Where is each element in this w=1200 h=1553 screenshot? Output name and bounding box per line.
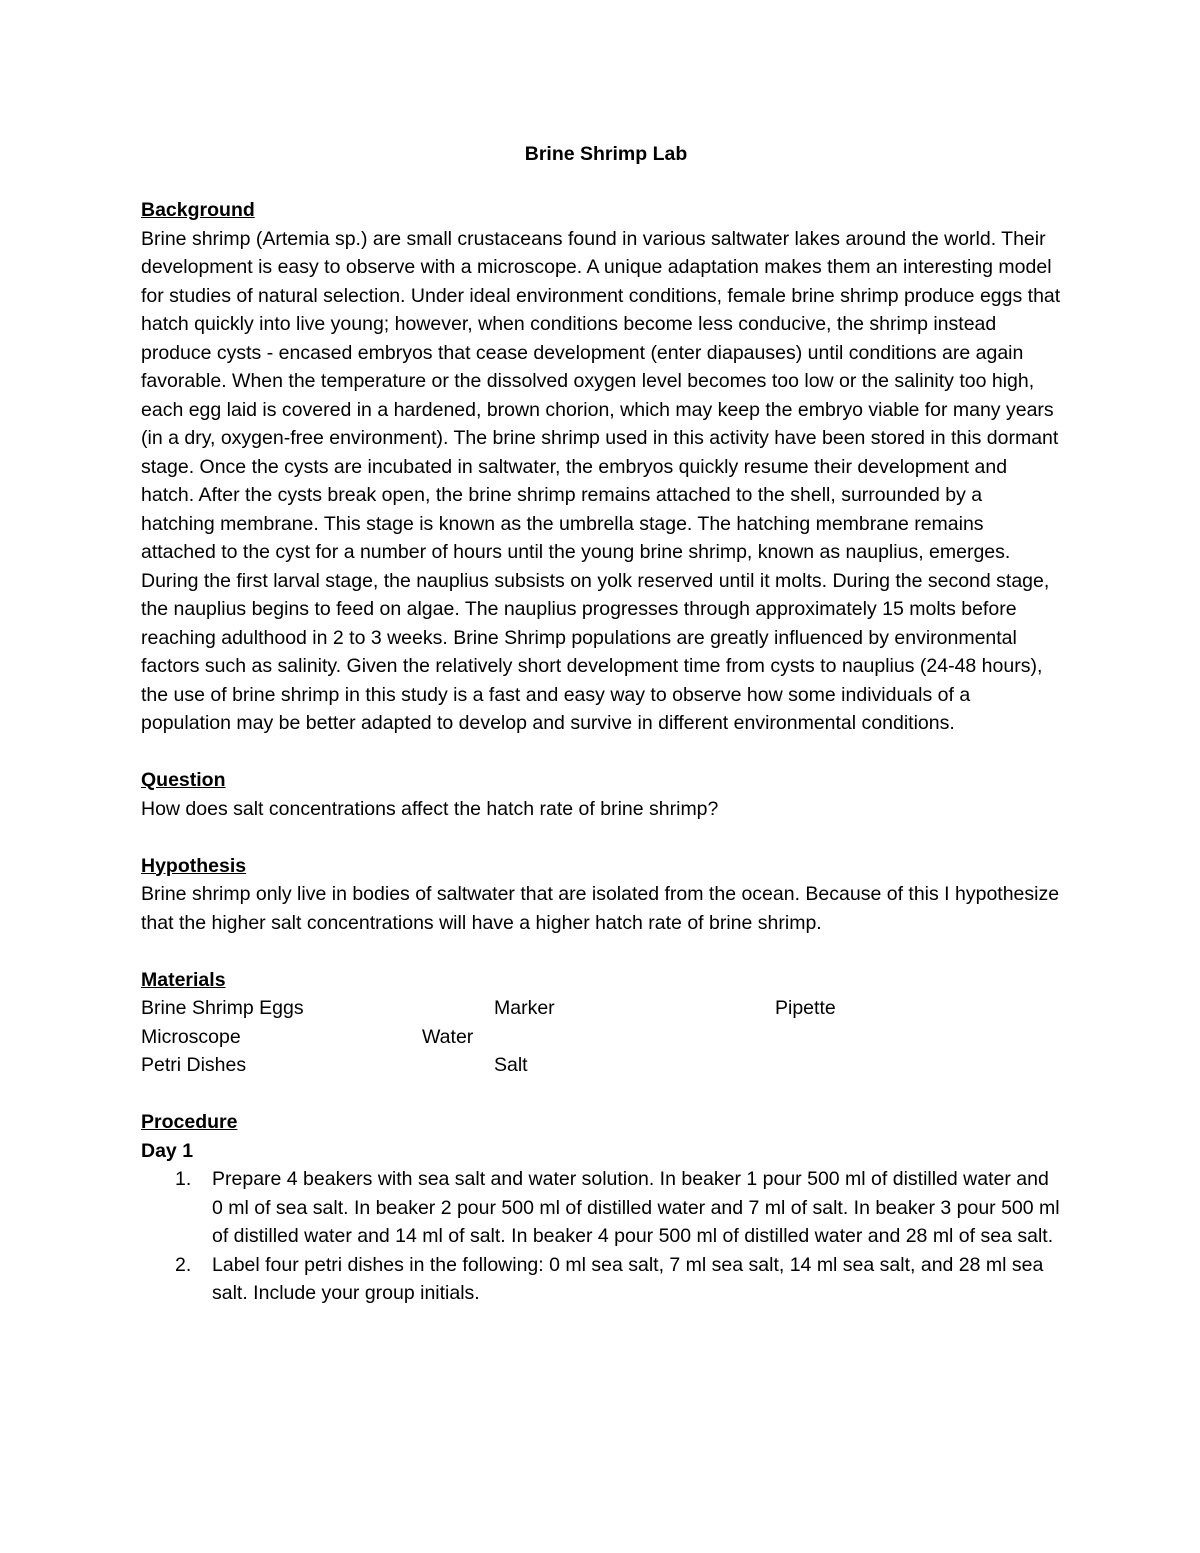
question-text: How does salt concentrations affect the hatch rate of brine shrimp? (141, 797, 719, 820)
hypothesis-heading: Hypothesis (141, 854, 247, 877)
material-item: Salt (494, 1054, 528, 1076)
step-text: Label four petri dishes in the following: 0 ml sea salt, 7 ml sea salt, 14 ml sea salt, and 28 ml sea salt. Include your group initials. (212, 1253, 1044, 1304)
material-item: Marker (494, 997, 555, 1019)
step-number: 1. (175, 1168, 192, 1190)
procedure-step (141, 1251, 1061, 1308)
hypothesis-text: Brine shrimp only live in bodies of saltwater that are isolated from the ocean. Because of this I hypothesize that the higher salt concentrations will have a higher hatch rate of brine shrimp. (141, 883, 1060, 934)
procedure-heading: Procedure (141, 1111, 238, 1133)
material-item: Microscope (141, 1025, 241, 1048)
material-item: Water (422, 1025, 474, 1048)
materials-row (141, 1051, 1061, 1080)
materials-row (141, 994, 1061, 1023)
background-section (141, 196, 1061, 738)
step-number: 2. (175, 1253, 192, 1276)
material-item: Petri Dishes (141, 1054, 247, 1076)
step-text: Prepare 4 beakers with sea salt and water solution. In beaker 1 pour 500 ml of distilled water and 0 ml of sea salt. In beaker 2 pour 500 ml of distilled water and 7 ml of salt. In beaker 3 pour 500 ml of distilled water and 14 ml of salt. In beaker 4 pour 500 ml of distilled water and 28 ml of sea salt. (212, 1168, 1060, 1247)
materials-section (141, 966, 1061, 1080)
document-page (141, 140, 1061, 1308)
document-title: Brine Shrimp Lab (524, 143, 688, 165)
material-item: Brine Shrimp Eggs (141, 997, 304, 1019)
material-item: Pipette (775, 997, 836, 1019)
materials-heading: Materials (141, 968, 226, 991)
procedure-section (141, 1108, 1061, 1308)
question-heading: Question (141, 769, 226, 791)
background-heading: Background (141, 199, 255, 221)
question-section (141, 766, 1061, 823)
procedure-step (141, 1165, 1061, 1251)
materials-row (141, 1023, 1061, 1052)
procedure-steps (141, 1165, 1061, 1308)
hypothesis-section (141, 852, 1061, 938)
background-text: Brine shrimp (Artemia sp.) are small crustaceans found in various saltwater lakes around the world. Their development is easy to observe with a microscope. A unique adaptation makes them an interesting model for studies of natural selection. Under ideal environment conditions, female brine shrimp produce eggs that hatch quickly into live young; however, when conditions become less conducive, the shrimp instead produce cysts - encased embryos that cease development (enter diapauses) until conditions are again favorable. When the temperature or the dissolved oxygen level becomes too low or the salinity too high, each egg laid is covered in a hardened, brown chorion, which may keep the embryo viable for many years (in a dry, oxygen-free environment). The brine shrimp used in this activity have been stored in this dormant stage. Once the cysts are incubated in saltwater, the embryos quickly resume their development and hatch. After the cysts break open, the brine shrimp remains attached to the shell, surrounded by a hatching membrane. This stage is known as the umbrella stage. The hatching membrane remains attached to the cyst for a number of hours until the young brine shrimp, known as nauplius, emerges. During the first larval stage, the nauplius subsists on yolk reserved until it molts. During the second stage, the nauplius begins to feed on algae. The nauplius progresses through approximately 15 molts before reaching adulthood in 2 to 3 weeks. Brine Shrimp populations are greatly influenced by environmental factors such as salinity. Given the relatively short development time from cysts to nauplius (24-48 hours), the use of brine shrimp in this study is a fast and easy way to observe how some individuals of a population may be better adapted to develop and survive in different environmental conditions. (141, 227, 1061, 734)
day-heading: Day 1 (141, 1139, 194, 1162)
